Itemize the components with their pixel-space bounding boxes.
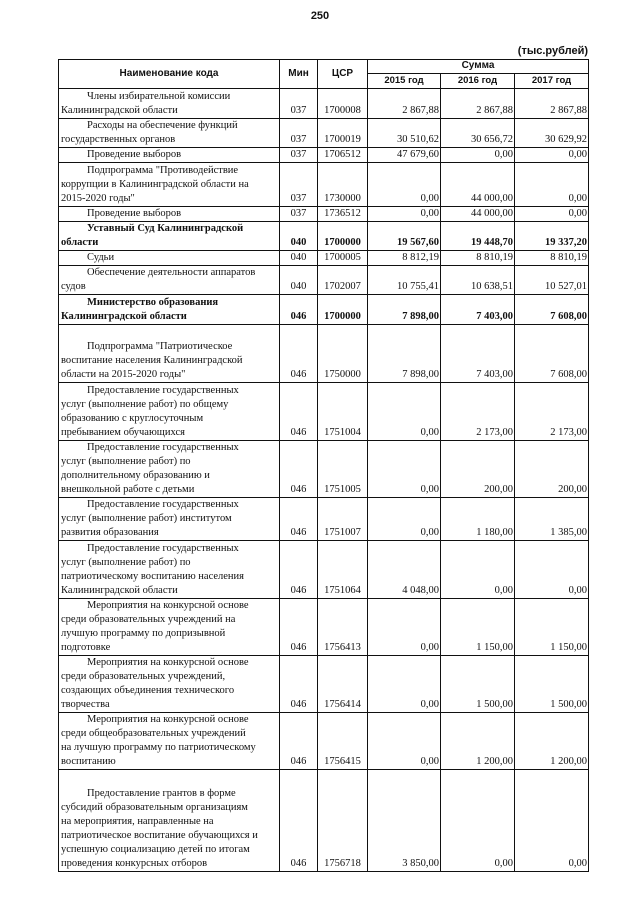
row-name-line: творчества — [61, 699, 110, 710]
row-name-line: внешкольной работе с детьми — [61, 484, 195, 495]
row-min: 046 — [280, 383, 318, 441]
row-value-2016: 1 200,00 — [441, 713, 515, 770]
row-value-2017: 8 810,19 — [515, 251, 589, 266]
row-name-line: Судьи — [87, 252, 115, 263]
row-value-2015: 0,00 — [368, 207, 441, 222]
row-name-line: Подпрограмма "Противодействие — [87, 165, 239, 176]
header-sum: Сумма — [368, 60, 589, 74]
row-value-2017: 2 173,00 — [515, 383, 589, 441]
header-year-2015: 2015 год — [368, 73, 441, 88]
row-value-2016: 8 810,19 — [441, 251, 515, 266]
row-value-2017: 1 200,00 — [515, 713, 589, 770]
row-min: 046 — [280, 656, 318, 713]
header-year-2016: 2016 год — [441, 73, 515, 88]
row-csr: 1700005 — [318, 251, 368, 266]
row-value-2016: 0,00 — [441, 148, 515, 163]
row-name-line: среди образовательных учреждений, — [61, 671, 226, 682]
row-min: 046 — [280, 541, 318, 599]
row-name-line: области — [61, 237, 99, 248]
row-csr: 1706512 — [318, 148, 368, 163]
row-value-2015: 10 755,41 — [368, 266, 441, 295]
row-name-line: среди общеобразовательных учреждений — [61, 728, 246, 739]
row-name-line: Члены избирательной комиссии — [87, 91, 231, 102]
table-row — [59, 713, 589, 770]
row-name — [59, 251, 280, 266]
row-name-line: Предоставление грантов в форме — [87, 788, 236, 799]
row-value-2015: 0,00 — [368, 441, 441, 498]
row-name-line: успешную социализацию детей по итогам — [61, 844, 250, 855]
row-name-line: воспитанию — [61, 756, 116, 767]
table-row — [59, 770, 589, 872]
row-min: 046 — [280, 295, 318, 325]
row-name — [59, 656, 280, 713]
row-name-line: воспитание населения Калининградской — [61, 355, 243, 366]
table-row — [59, 599, 589, 656]
row-name — [59, 713, 280, 770]
row-min: 046 — [280, 770, 318, 872]
table-row — [59, 498, 589, 541]
row-name-line: патриотическое воспитание обучающихся и — [61, 830, 258, 841]
row-name-line: среди образовательных учреждений на — [61, 614, 236, 625]
row-value-2017: 30 629,92 — [515, 119, 589, 148]
row-name-line: лучшую программу по допризывной — [61, 628, 226, 639]
row-csr: 1730000 — [318, 163, 368, 207]
row-name — [59, 119, 280, 148]
row-name — [59, 541, 280, 599]
row-name-line: Калининградской области — [61, 311, 187, 322]
row-value-2017: 10 527,01 — [515, 266, 589, 295]
row-value-2015: 0,00 — [368, 498, 441, 541]
row-value-2016: 0,00 — [441, 541, 515, 599]
row-name — [59, 163, 280, 207]
row-csr: 1751004 — [318, 383, 368, 441]
table-row — [59, 163, 589, 207]
table-row — [59, 441, 589, 498]
row-name-line: 2015-2020 годы" — [61, 193, 135, 204]
header-min: Мин — [280, 60, 318, 89]
row-name — [59, 383, 280, 441]
row-name-line: Предоставление государственных — [87, 385, 239, 396]
table-row — [59, 207, 589, 222]
table-row — [59, 325, 589, 383]
row-value-2016: 10 638,51 — [441, 266, 515, 295]
row-csr: 1756415 — [318, 713, 368, 770]
row-name — [59, 441, 280, 498]
table-row — [59, 656, 589, 713]
row-name-line: подготовке — [61, 642, 111, 653]
row-min: 037 — [280, 207, 318, 222]
row-value-2017: 7 608,00 — [515, 295, 589, 325]
row-value-2015: 0,00 — [368, 656, 441, 713]
row-value-2015: 0,00 — [368, 713, 441, 770]
row-name — [59, 599, 280, 656]
units-label: (тыс.рублей) — [517, 45, 588, 57]
row-name — [59, 207, 280, 222]
table-row — [59, 251, 589, 266]
row-name — [59, 770, 280, 872]
row-value-2016: 7 403,00 — [441, 325, 515, 383]
row-name-line: субсидий образовательным организациям — [61, 802, 248, 813]
row-name-line: патриотическому воспитанию населения — [61, 571, 244, 582]
row-name-line: Министерство образования — [87, 297, 219, 308]
row-min: 037 — [280, 163, 318, 207]
row-name-line: Предоставление государственных — [87, 442, 239, 453]
row-value-2017: 19 337,20 — [515, 222, 589, 251]
row-csr: 1751005 — [318, 441, 368, 498]
row-min: 040 — [280, 222, 318, 251]
row-name-line: Мероприятия на конкурсной основе — [87, 714, 249, 725]
row-name-line: пребыванием обучающихся — [61, 427, 185, 438]
row-name-line: услуг (выполнение работ) по — [61, 456, 191, 467]
table-row — [59, 148, 589, 163]
row-csr: 1700008 — [318, 89, 368, 119]
row-name-line: Калининградской области — [61, 585, 178, 596]
row-name-line — [61, 773, 277, 787]
row-value-2016: 200,00 — [441, 441, 515, 498]
row-name — [59, 222, 280, 251]
row-value-2016: 2 173,00 — [441, 383, 515, 441]
table-row — [59, 383, 589, 441]
row-name-line: Предоставление государственных — [87, 543, 239, 554]
row-value-2015: 2 867,88 — [368, 89, 441, 119]
row-value-2016: 44 000,00 — [441, 207, 515, 222]
row-csr: 1736512 — [318, 207, 368, 222]
row-name-line: услуг (выполнение работ) по — [61, 557, 191, 568]
row-value-2017: 0,00 — [515, 207, 589, 222]
table-row — [59, 266, 589, 295]
row-min: 046 — [280, 325, 318, 383]
row-csr: 1700000 — [318, 222, 368, 251]
row-csr: 1700000 — [318, 295, 368, 325]
table-row — [59, 222, 589, 251]
table-row — [59, 89, 589, 119]
row-value-2017: 1 150,00 — [515, 599, 589, 656]
row-name-line: Проведение выборов — [87, 149, 182, 160]
row-name-line: коррупции в Калининградской области на — [61, 179, 249, 190]
row-min: 040 — [280, 251, 318, 266]
row-value-2015: 19 567,60 — [368, 222, 441, 251]
row-name-line: Обеспечение деятельности аппаратов — [87, 267, 256, 278]
row-name-line: создающих объединения технического — [61, 685, 235, 696]
row-value-2015: 47 679,60 — [368, 148, 441, 163]
row-value-2017: 1 500,00 — [515, 656, 589, 713]
row-value-2016: 44 000,00 — [441, 163, 515, 207]
row-min: 046 — [280, 713, 318, 770]
row-name — [59, 148, 280, 163]
table-body — [59, 89, 589, 872]
row-value-2017: 0,00 — [515, 770, 589, 872]
row-value-2016: 7 403,00 — [441, 295, 515, 325]
row-csr: 1756413 — [318, 599, 368, 656]
row-name-line: услуг (выполнение работ) по общему — [61, 399, 229, 410]
row-name-line: услуг (выполнение работ) институтом — [61, 513, 232, 524]
row-name — [59, 266, 280, 295]
row-value-2017: 0,00 — [515, 541, 589, 599]
row-name-line: дополнительному образованию и — [61, 470, 210, 481]
table-row — [59, 295, 589, 325]
row-name — [59, 498, 280, 541]
row-name — [59, 89, 280, 119]
row-csr: 1702007 — [318, 266, 368, 295]
budget-table — [58, 59, 589, 872]
row-name-line: Калининградской области — [61, 105, 178, 116]
row-min: 037 — [280, 89, 318, 119]
header-name: Наименование кода — [59, 60, 280, 89]
row-csr: 1756718 — [318, 770, 368, 872]
row-value-2017: 1 385,00 — [515, 498, 589, 541]
row-value-2015: 4 048,00 — [368, 541, 441, 599]
row-name — [59, 325, 280, 383]
row-name-line: государственных органов — [61, 134, 176, 145]
row-name-line: Подпрограмма "Патриотическое — [87, 341, 233, 352]
row-value-2015: 7 898,00 — [368, 295, 441, 325]
row-value-2016: 0,00 — [441, 770, 515, 872]
row-name-line: судов — [61, 281, 86, 292]
row-name-line: Мероприятия на конкурсной основе — [87, 600, 249, 611]
row-name-line: Расходы на обеспечение функций — [87, 120, 238, 131]
row-value-2015: 7 898,00 — [368, 325, 441, 383]
row-min: 037 — [280, 148, 318, 163]
row-value-2017: 0,00 — [515, 148, 589, 163]
row-min: 046 — [280, 441, 318, 498]
table-row — [59, 541, 589, 599]
page-number: 250 — [310, 10, 330, 22]
row-min: 046 — [280, 498, 318, 541]
row-csr: 1700019 — [318, 119, 368, 148]
row-csr: 1751007 — [318, 498, 368, 541]
row-value-2016: 30 656,72 — [441, 119, 515, 148]
row-value-2017: 200,00 — [515, 441, 589, 498]
row-csr: 1751064 — [318, 541, 368, 599]
row-name-line: Предоставление государственных — [87, 499, 239, 510]
row-value-2015: 3 850,00 — [368, 770, 441, 872]
row-name-line: проведения конкурсных отборов — [61, 858, 208, 869]
row-min: 040 — [280, 266, 318, 295]
row-value-2016: 19 448,70 — [441, 222, 515, 251]
row-value-2015: 0,00 — [368, 599, 441, 656]
row-value-2016: 1 150,00 — [441, 599, 515, 656]
row-name-line: на лучшую программу по патриотическому — [61, 742, 256, 753]
header-csr: ЦСР — [318, 60, 368, 89]
row-value-2017: 0,00 — [515, 163, 589, 207]
row-name-line: образованию с круглосуточным — [61, 413, 204, 424]
row-min: 037 — [280, 119, 318, 148]
row-name-line: Уставный Суд Калининградской — [87, 223, 244, 234]
row-value-2016: 1 180,00 — [441, 498, 515, 541]
row-name-line: развития образования — [61, 527, 159, 538]
row-min: 046 — [280, 599, 318, 656]
row-csr: 1750000 — [318, 325, 368, 383]
row-value-2015: 30 510,62 — [368, 119, 441, 148]
row-csr: 1756414 — [318, 656, 368, 713]
row-value-2017: 2 867,88 — [515, 89, 589, 119]
header-year-2017: 2017 год — [515, 73, 589, 88]
row-value-2015: 0,00 — [368, 163, 441, 207]
row-name-line: на мероприятия, направленные на — [61, 816, 214, 827]
row-value-2015: 0,00 — [368, 383, 441, 441]
row-value-2016: 2 867,88 — [441, 89, 515, 119]
row-name-line: Проведение выборов — [87, 208, 182, 219]
row-name-line: области на 2015-2020 годы" — [61, 369, 186, 380]
row-value-2017: 7 608,00 — [515, 325, 589, 383]
table-row — [59, 119, 589, 148]
row-name-line: Мероприятия на конкурсной основе — [87, 657, 249, 668]
row-name — [59, 295, 280, 325]
row-value-2016: 1 500,00 — [441, 656, 515, 713]
row-value-2015: 8 812,19 — [368, 251, 441, 266]
